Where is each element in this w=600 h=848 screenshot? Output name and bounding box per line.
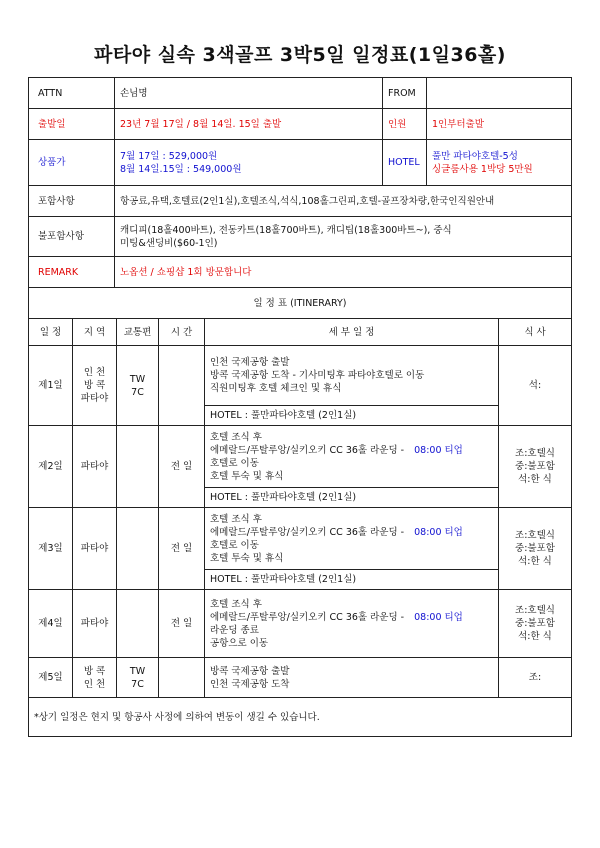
day-label: 제3일 xyxy=(29,508,73,590)
detail-text: 호텔 투숙 및 휴식 xyxy=(210,470,284,482)
itinerary-body xyxy=(29,346,572,698)
detail-text: 인천 국제공항 출발 xyxy=(210,357,290,368)
region-text: 파타야 xyxy=(80,618,109,629)
hotel-info: HOTEL : 풀만파타야호텔 (2인1실) xyxy=(205,488,499,508)
day-row xyxy=(29,346,572,406)
include-label: 포함사항 xyxy=(29,186,115,217)
transport-cell xyxy=(117,508,159,590)
meal-text: 중:불포함 xyxy=(515,618,555,629)
meal-text: 중:불포함 xyxy=(515,461,555,472)
meals-cell xyxy=(499,426,572,508)
detail-text: 호텔 조식 후 xyxy=(210,598,262,610)
meal-text: 조: xyxy=(528,672,542,683)
details-cell xyxy=(205,426,499,488)
exclude-line-2: 미팅&샌딩비($60-1인) xyxy=(120,237,218,249)
day-row xyxy=(29,508,572,570)
itinerary-header-row xyxy=(29,319,572,346)
day-row xyxy=(29,426,572,488)
meal-text: 석:한 식 xyxy=(518,631,552,642)
details-cell xyxy=(205,346,499,406)
detail-line xyxy=(210,470,493,483)
hotel-line-2: 싱글룸사용 1박당 5만원 xyxy=(432,163,533,175)
detail-text: 에메랄드/푸탈루앙/실키오키 CC 36홀 라운딩 - xyxy=(210,444,405,456)
tee-time: 08:00 티업 xyxy=(414,611,463,623)
time-cell xyxy=(159,658,205,698)
hotel-label: HOTEL xyxy=(383,140,427,186)
details-cell xyxy=(205,508,499,570)
meal-text: 조:호텔식 xyxy=(515,605,555,616)
from-value xyxy=(427,78,572,109)
time-cell: 전 일 xyxy=(159,590,205,658)
day-row xyxy=(29,590,572,658)
detail-text: 방콕 국제공항 도착 - 기사미팅후 파타야호텔로 이동 xyxy=(210,370,425,381)
detail-text: 호텔 투숙 및 휴식 xyxy=(210,552,284,564)
header-meals: 식 사 xyxy=(499,319,572,346)
detail-text: 호텔 조식 후 xyxy=(210,431,262,443)
price-line-2: 8월 14일.15일 : 549,000원 xyxy=(120,163,242,175)
transport-text: 7C xyxy=(131,678,144,690)
tee-time: 08:00 티업 xyxy=(414,444,463,456)
remark-label: REMARK xyxy=(29,257,115,288)
price-line-1: 7월 17일 : 529,000원 xyxy=(120,150,218,162)
region-text: 인 천 xyxy=(83,678,106,690)
time-cell xyxy=(159,346,205,426)
meal-text: 중:불포함 xyxy=(515,543,555,554)
details-cell xyxy=(205,590,499,658)
note: *상기 일정은 현지 및 항공사 사정에 의하여 변동이 생길 수 있습니다. xyxy=(29,698,572,737)
meal-text: 석: xyxy=(528,380,542,391)
meals-cell xyxy=(499,590,572,658)
day-label: 제5일 xyxy=(29,658,73,698)
detail-line xyxy=(210,624,493,637)
hotel-line-1: 풀만 파타야호텔-5성 xyxy=(432,150,518,162)
region-cell xyxy=(73,346,117,426)
region-cell xyxy=(73,426,117,508)
header-time: 시 간 xyxy=(159,319,205,346)
detail-text: 에메랄드/푸탈루앙/실키오키 CC 36홀 라운딩 - xyxy=(210,611,405,623)
day-label: 제4일 xyxy=(29,590,73,658)
detail-text: 호텔 조식 후 xyxy=(210,513,262,525)
tee-time: 08:00 티업 xyxy=(414,526,463,538)
header-transport: 교통편 xyxy=(117,319,159,346)
detail-line xyxy=(210,457,493,470)
transport-cell xyxy=(117,426,159,508)
price-label: 상품가 xyxy=(29,140,115,186)
detail-line xyxy=(210,444,493,457)
detail-line xyxy=(210,356,493,369)
transport-cell xyxy=(117,346,159,426)
region-text: 방 콕 xyxy=(83,665,106,677)
header-details: 세 부 일 정 xyxy=(205,319,499,346)
exclude-value xyxy=(115,217,572,257)
transport-text: 7C xyxy=(131,386,144,398)
day-label: 제2일 xyxy=(29,426,73,508)
meal-text: 조:호텔식 xyxy=(515,530,555,541)
meals-cell xyxy=(499,346,572,426)
hotel-info: HOTEL : 풀만파타야호텔 (2인1실) xyxy=(205,570,499,590)
detail-line xyxy=(210,611,493,624)
depart-value: 23년 7월 17일 / 8월 14일. 15일 출발 xyxy=(115,109,383,140)
detail-line xyxy=(210,369,493,382)
transport-text: TW xyxy=(129,665,146,677)
region-text: 파타야 xyxy=(80,461,109,472)
exclude-label: 불포함사항 xyxy=(29,217,115,257)
hotel-info: HOTEL : 풀만파타야호텔 (2인1실) xyxy=(205,406,499,426)
attn-label: ATTN xyxy=(29,78,115,109)
detail-line xyxy=(210,665,493,678)
detail-line xyxy=(210,552,493,565)
detail-text: 라운딩 종료 xyxy=(210,624,259,636)
detail-line xyxy=(210,539,493,552)
people-value: 1인부터출발 xyxy=(427,109,572,140)
itinerary-title: 일 정 표 (ITINERARY) xyxy=(29,288,572,319)
time-cell: 전 일 xyxy=(159,508,205,590)
transport-text: TW xyxy=(129,373,146,385)
detail-line xyxy=(210,678,493,691)
detail-line xyxy=(210,431,493,444)
detail-text: 호텔로 이동 xyxy=(210,457,259,469)
itinerary-table xyxy=(28,318,572,737)
detail-line xyxy=(210,382,493,395)
region-cell xyxy=(73,590,117,658)
detail-text: 인천 국제공항 도착 xyxy=(210,678,290,690)
header-region: 지 역 xyxy=(73,319,117,346)
details-cell xyxy=(205,658,499,698)
detail-line xyxy=(210,513,493,526)
region-text: 파타야 xyxy=(80,543,109,554)
remark-value: 노옵션 / 쇼핑샵 1회 방문합니다 xyxy=(115,257,572,288)
meal-text: 석:한 식 xyxy=(518,556,552,567)
page-title: 파타야 실속 3색골프 3박5일 일정표(1일36홀) xyxy=(94,44,506,66)
price-value xyxy=(115,140,383,186)
region-cell xyxy=(73,658,117,698)
people-label: 인원 xyxy=(383,109,427,140)
detail-line xyxy=(210,637,493,650)
detail-text: 에메랄드/푸탈루앙/실키오키 CC 36홀 라운딩 - xyxy=(210,526,405,538)
region-text: 방 콕 xyxy=(83,380,106,391)
detail-text: 공항으로 이동 xyxy=(210,637,269,649)
exclude-line-1: 캐디피(18홀400바트), 전동카트(18홀700바트), 캐디팁(18홀300바트~), 중식 xyxy=(120,224,452,236)
day-label: 제1일 xyxy=(29,346,73,426)
detail-line xyxy=(210,598,493,611)
depart-label: 출발일 xyxy=(29,109,115,140)
time-cell: 전 일 xyxy=(159,426,205,508)
meal-text: 석:한 식 xyxy=(518,474,552,485)
meals-cell xyxy=(499,658,572,698)
region-text: 인 천 xyxy=(83,367,106,378)
region-cell xyxy=(73,508,117,590)
include-value: 항공료,유택,호텔료(2인1실),호텔조식,석식,108홀그린피,호텔-골프장차량,한국인직원안내 xyxy=(115,186,572,217)
from-label: FROM xyxy=(383,78,427,109)
detail-text: 방콕 국제공항 출발 xyxy=(210,665,290,677)
attn-value: 손님명 xyxy=(115,78,383,109)
day-row xyxy=(29,658,572,698)
meal-text: 조:호텔식 xyxy=(515,448,555,459)
detail-text: 호텔로 이동 xyxy=(210,539,259,551)
region-text: 파타야 xyxy=(80,393,109,404)
info-table xyxy=(28,77,572,319)
detail-text: 직원미팅후 호텔 체크인 및 휴식 xyxy=(210,383,342,394)
detail-line xyxy=(210,526,493,539)
transport-cell xyxy=(117,590,159,658)
transport-cell xyxy=(117,658,159,698)
hotel-value xyxy=(427,140,572,186)
header-day: 일 정 xyxy=(29,319,73,346)
meals-cell xyxy=(499,508,572,590)
